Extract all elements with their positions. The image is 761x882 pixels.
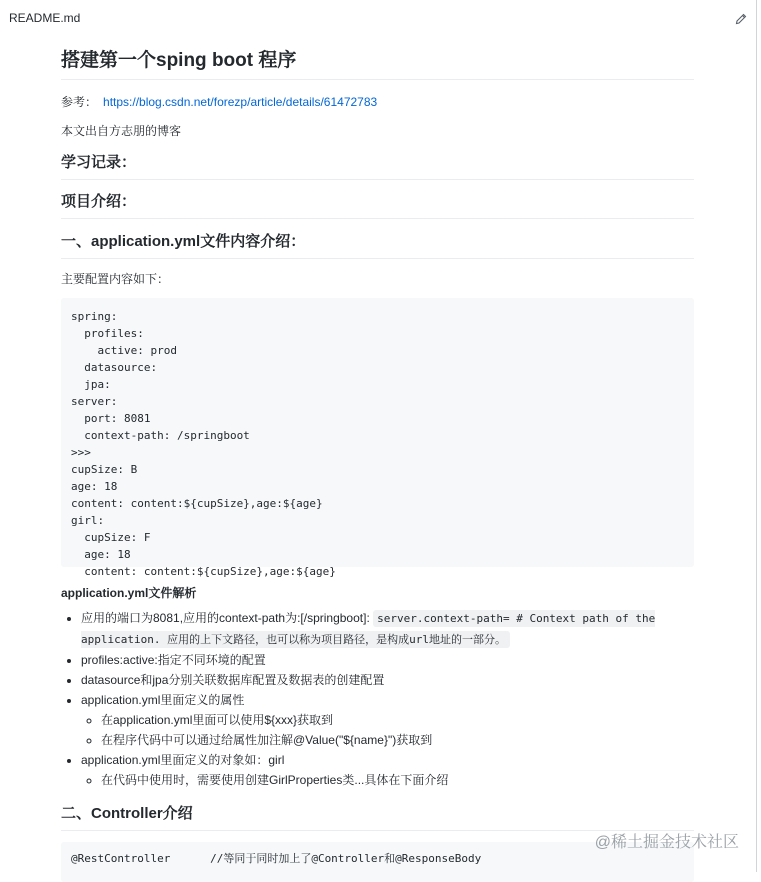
reference-label: 参考： (61, 95, 98, 109)
author-note: 本文出自方志朋的博客 (61, 124, 182, 138)
list-item-text: 应用的端口为8081,应用的context-path为:[/springboot]: (81, 611, 370, 625)
controller-code-block: @RestController //等同于同时加上了@Controller和@ResponseBody (61, 842, 694, 882)
sub-list-item: ◦ 在程序代码中可以通过给属性加注解@Value("${name}")获取到 (101, 730, 694, 750)
sub-list-item: ◦ 在application.yml里面可以使用${xxx}获取到 (101, 710, 694, 730)
markdown-body (61, 38, 694, 882)
page-title: 搭建第一个sping boot 程序 (61, 38, 694, 80)
list-item-text: application.yml里面定义的属性 (81, 693, 245, 707)
sub-list-item: ◦ 在代码中使用时，需要使用创建GirlProperties类...具体在下面介绍 (101, 770, 694, 790)
sub-list (81, 770, 694, 790)
list-item: • profiles:active:指定不同环境的配置 (81, 650, 694, 670)
inline-code: server.context-path= # Context path of the application. 应用的上下文路径，也可以称为项目路径，是构成url地址的一部分。 (81, 612, 656, 646)
reference-line (61, 93, 694, 111)
list-item-text: application.yml里面定义的对象如：girl (81, 753, 285, 767)
heading-project: 项目介绍： (61, 191, 694, 219)
file-header (0, 0, 757, 38)
file-name: README.md (9, 11, 81, 25)
heading-application: 一、application.yml文件内容介绍： (61, 231, 694, 259)
watermark: @稀土掘金技术社区 (594, 834, 739, 851)
yaml-code-block: spring: profiles: active: prod datasource: jpa: server: port: 8081 context-path: /springboot >>> cupSize: B age: 18 content: content:${cupSize},age:${age} girl: cupSize: F age: 18 content: content:${cupSize},age:${age} (61, 298, 694, 567)
pencil-icon[interactable] (735, 13, 747, 25)
list-item (81, 690, 694, 750)
config-intro: 主要配置内容如下： (61, 272, 170, 286)
analysis-list (61, 608, 694, 790)
list-item: • datasource和jpa分别关联数据库配置及数据表的创建配置 (81, 670, 694, 690)
list-item (81, 608, 694, 650)
analysis-title: application.yml文件解析 (61, 586, 197, 600)
sub-list (81, 710, 694, 750)
heading-controller: 二、Controller介绍 (61, 803, 694, 831)
reference-link[interactable]: https://blog.csdn.net/forezp/article/details/61472783 (103, 95, 378, 109)
heading-study: 学习记录： (61, 152, 694, 180)
list-item (81, 750, 694, 790)
